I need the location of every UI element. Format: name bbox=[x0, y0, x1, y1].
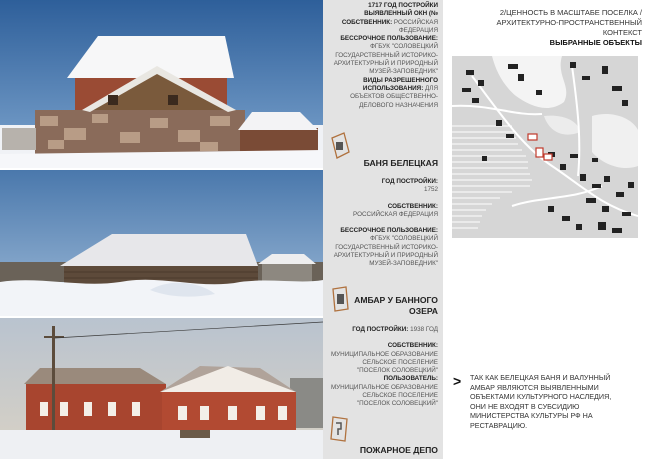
permitted-use-value: ОБЪЕКТОВ ОБЩЕСТВЕННО- bbox=[350, 93, 438, 101]
info-block-banya bbox=[326, 2, 438, 110]
year-value: 1752 bbox=[423, 186, 438, 194]
owner-value: РОССИЙСКАЯ bbox=[393, 18, 438, 26]
year-label: ГОД ПОСТРОЙКИ: bbox=[381, 178, 438, 185]
section-header bbox=[452, 8, 642, 48]
ambar-plan-icon bbox=[329, 285, 351, 313]
use-line: МУЗЕЙ-ЗАПОВЕДНИК" bbox=[369, 68, 438, 76]
ambar-title-line1: АМБАР У БАННОГО bbox=[354, 295, 438, 305]
use-line: ГОСУДАРСТВЕННЫЙ ИСТОРИКО- bbox=[335, 243, 438, 251]
use-line: МУЗЕЙ-ЗАПОВЕДНИК" bbox=[369, 260, 438, 268]
ambar-title bbox=[354, 295, 438, 317]
owner-value-cont: ФЕДЕРАЦИЯ bbox=[398, 26, 438, 34]
info-block-ambar bbox=[326, 178, 438, 269]
permitted-use-label: ВИДЫ РАЗРЕШЕННОГО bbox=[363, 76, 438, 84]
status-text: ВЫЯВЛЕННЫЙ ОКН (№ bbox=[364, 10, 438, 18]
use-line: ГОСУДАРСТВЕННЫЙ ИСТОРИКО- bbox=[335, 51, 438, 59]
owner-line: СЕЛЬСКОЕ ПОСЕЛЕНИЕ bbox=[362, 358, 438, 366]
heritage-note bbox=[470, 373, 640, 431]
info-block-depo bbox=[326, 326, 438, 409]
ambar-title-line2: ОЗЕРА bbox=[409, 306, 438, 316]
photo-banya-beletskaya bbox=[0, 0, 323, 168]
header-selected-objects: ВЫБРАННЫЕ ОБЪЕКТЫ bbox=[549, 38, 642, 47]
permitted-use-value: ДЛЯ bbox=[425, 84, 438, 92]
owner-label: СОБСТВЕННИК: bbox=[387, 202, 438, 210]
header-line: КОНТЕКСТ bbox=[602, 28, 642, 37]
owner-label: СОБСТВЕННИК: bbox=[387, 342, 438, 350]
owner-line: "ПОСЕЛОК СОЛОВЕЦКИЙ" bbox=[356, 367, 438, 375]
owner-label: СОБСТВЕННИК: bbox=[341, 18, 393, 26]
use-line: АРХИТЕКТУРНЫЙ И ПРИРОДНЫЙ bbox=[333, 60, 438, 68]
year-text: 1717 ГОД ПОСТРОЙКИ bbox=[368, 2, 438, 9]
use-label: БЕССРОЧНОЕ ПОЛЬЗОВАНИЕ: bbox=[340, 35, 438, 43]
owner-value: РОССИЙСКАЯ ФЕДЕРАЦИЯ bbox=[353, 210, 438, 218]
use-line: ФГБУК "СОЛОВЕЦКИЙ bbox=[370, 43, 438, 51]
note-line: ТАК КАК БЕЛЕЦКАЯ БАНЯ И ВАЛУННЫЙ bbox=[470, 373, 611, 382]
note-line: РЕСТАВРАЦИЮ. bbox=[470, 420, 528, 430]
photo-pozharnoe-depo bbox=[0, 318, 323, 459]
depo-title: ПОЖАРНОЕ ДЕПО bbox=[359, 445, 438, 455]
use-label: БЕССРОЧНОЕ ПОЛЬЗОВАНИЕ: bbox=[340, 227, 438, 235]
photo-ambar bbox=[0, 170, 323, 316]
permitted-use-label-cont: ИСПОЛЬЗОВАНИЯ: bbox=[362, 84, 424, 92]
header-line: 2/ЦЕННОСТЬ В МАСШТАБЕ ПОСЕЛКА / bbox=[499, 8, 642, 17]
use-line: АРХИТЕКТУРНЫЙ И ПРИРОДНЫЙ bbox=[333, 252, 438, 260]
use-line: ФГБУК "СОЛОВЕЦКИЙ bbox=[370, 235, 438, 243]
user-label: ПОЛЬЗОВАТЕЛЬ: bbox=[383, 375, 438, 383]
note-line: МИНИСТЕРСТВА КУЛЬТУРЫ РФ НА bbox=[470, 411, 593, 421]
year-value: 1938 ГОД bbox=[410, 326, 438, 333]
banya-plan-icon bbox=[329, 132, 351, 160]
year-label: ГОД ПОСТРОЙКИ: bbox=[352, 326, 409, 333]
owner-line: МУНИЦИПАЛЬНОЕ ОБРАЗОВАНИЕ bbox=[330, 350, 438, 358]
banya-title: БАНЯ БЕЛЕЦКАЯ bbox=[363, 158, 438, 168]
village-map bbox=[452, 56, 638, 238]
permitted-use-value: ДЕЛОВОГО НАЗНАЧЕНИЯ bbox=[359, 101, 438, 109]
note-line: ОБЪЕКТАМИ КУЛЬТУРНОГО НАСЛЕДИЯ, bbox=[470, 392, 612, 402]
note-line: АМБАР ЯВЛЯЮТСЯ ВЫЯВЛЕННЫМИ bbox=[470, 382, 599, 392]
user-line: МУНИЦИПАЛЬНОЕ ОБРАЗОВАНИЕ bbox=[330, 383, 438, 391]
note-line: ОНИ НЕ ВХОДЯТ В СУБСИДИЮ bbox=[470, 401, 580, 411]
arrow-right-icon: > bbox=[453, 373, 462, 389]
user-line: СЕЛЬСКОЕ ПОСЕЛЕНИЕ bbox=[362, 392, 438, 400]
user-line: "ПОСЕЛОК СОЛОВЕЦКИЙ" bbox=[356, 400, 438, 408]
depo-plan-icon bbox=[329, 415, 351, 443]
header-line: АРХИТЕКТУРНО-ПРОСТРАНСТВЕННЫЙ bbox=[496, 18, 642, 27]
